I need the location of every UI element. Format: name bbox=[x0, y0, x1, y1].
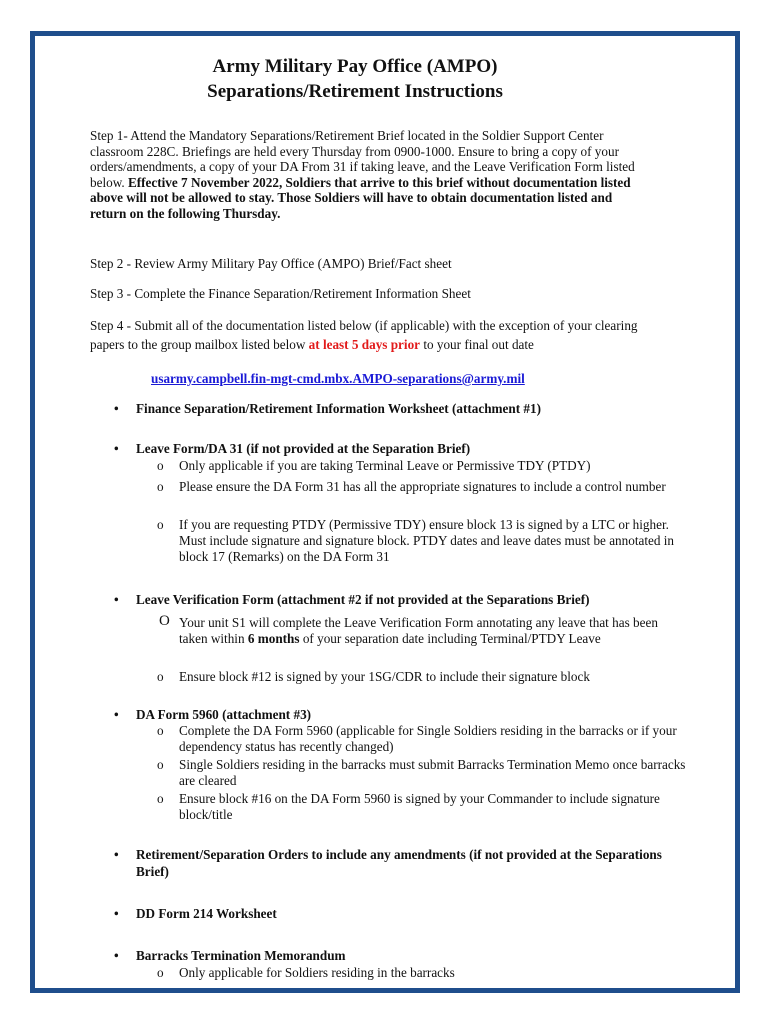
da5960-note-3: o Ensure block #16 on the DA Form 5960 is signed by your Commander to include signature block/title bbox=[179, 791, 687, 823]
step-4-text: Step 4 - Submit all of the documentation listed below (if applicable) with the exception of your clearing papers to the group mailbox listed below bbox=[90, 318, 638, 352]
item-worksheet: • Finance Separation/Retirement Information Worksheet (attachment #1) bbox=[136, 400, 696, 417]
group-mailbox-link[interactable]: usarmy.campbell.fin-mgt-cmd.mbx.AMPO-separations@army.mil bbox=[151, 371, 525, 386]
da5960-note-1: o Complete the DA Form 5960 (applicable for Single Soldiers residing in the barracks or if your dependency status has recently changed) bbox=[179, 723, 687, 755]
page-title: Army Military Pay Office (AMPO) bbox=[212, 56, 498, 77]
leave-form-note-3: o If you are requesting PTDY (Permissive TDY) ensure block 13 is signed by a LTC or higher. Must include signature and signature block. PTDY dates and leave dates must be annotated in block 17 (Remarks) on the DA Form 31 bbox=[179, 517, 687, 565]
step-1-warning: Effective 7 November 2022, Soldiers that arrive to this brief without documentation listed above will not be allowed to stay. Those Soldiers will have to obtain documentation listed and return on the following Thursday. bbox=[90, 174, 631, 221]
item-leave-verification: • Leave Verification Form (attachment #2 if not provided at the Separations Brief) bbox=[136, 591, 696, 608]
item-da5960: • DA Form 5960 (attachment #3) bbox=[136, 706, 696, 723]
barracks-note-1: o Only applicable for Soldiers residing in the barracks bbox=[179, 965, 687, 981]
step-3: Step 3 - Complete the Finance Separation/Retirement Information Sheet bbox=[90, 286, 471, 301]
da5960-note-2: o Single Soldiers residing in the barracks must submit Barracks Termination Memo once barracks are cleared bbox=[179, 757, 687, 789]
step-4 bbox=[90, 316, 670, 354]
leave-form-note-1: o Only applicable if you are taking Terminal Leave or Permissive TDY (PTDY) bbox=[179, 458, 687, 474]
step-4-deadline: at least 5 days prior bbox=[308, 337, 421, 352]
leave-verification-note-1-tail: of your separation date including Terminal/PTDY Leave bbox=[299, 631, 601, 646]
step-2: Step 2 - Review Army Military Pay Office (AMPO) Brief/Fact sheet bbox=[90, 256, 452, 271]
step-4-tail: to your final out date bbox=[420, 337, 534, 352]
page-subtitle: Separations/Retirement Instructions bbox=[207, 81, 503, 102]
step-1 bbox=[90, 128, 650, 221]
item-barracks-memo: • Barracks Termination Memorandum bbox=[136, 947, 696, 964]
leave-verification-note-1 bbox=[179, 615, 687, 647]
item-leave-form: • Leave Form/DA 31 (if not provided at the Separation Brief) bbox=[136, 440, 696, 457]
leave-verification-note-1-text: Your unit S1 will complete the Leave Verification Form annotating any leave that has been taken within bbox=[179, 615, 658, 646]
step-1-text: Step 1- Attend the Mandatory Separations/Retirement Brief located in the Soldier Support Center classroom 228C. Briefings are held every Thursday from 0900-1000. Ensure to bring a copy of your orders/amendments, a copy of your DA From 31 if taking leave, and the Leave Verification Form listed below. bbox=[90, 128, 635, 190]
item-dd214: • DD Form 214 Worksheet bbox=[136, 905, 696, 922]
leave-form-note-2: o Please ensure the DA Form 31 has all the appropriate signatures to include a control number bbox=[179, 479, 687, 495]
leave-verification-months: 6 months bbox=[247, 631, 300, 646]
leave-verification-note-2: o Ensure block #12 is signed by your 1SG/CDR to include their signature block bbox=[179, 669, 687, 685]
item-orders: • Retirement/Separation Orders to include any amendments (if not provided at the Separations Brief) bbox=[136, 846, 696, 880]
